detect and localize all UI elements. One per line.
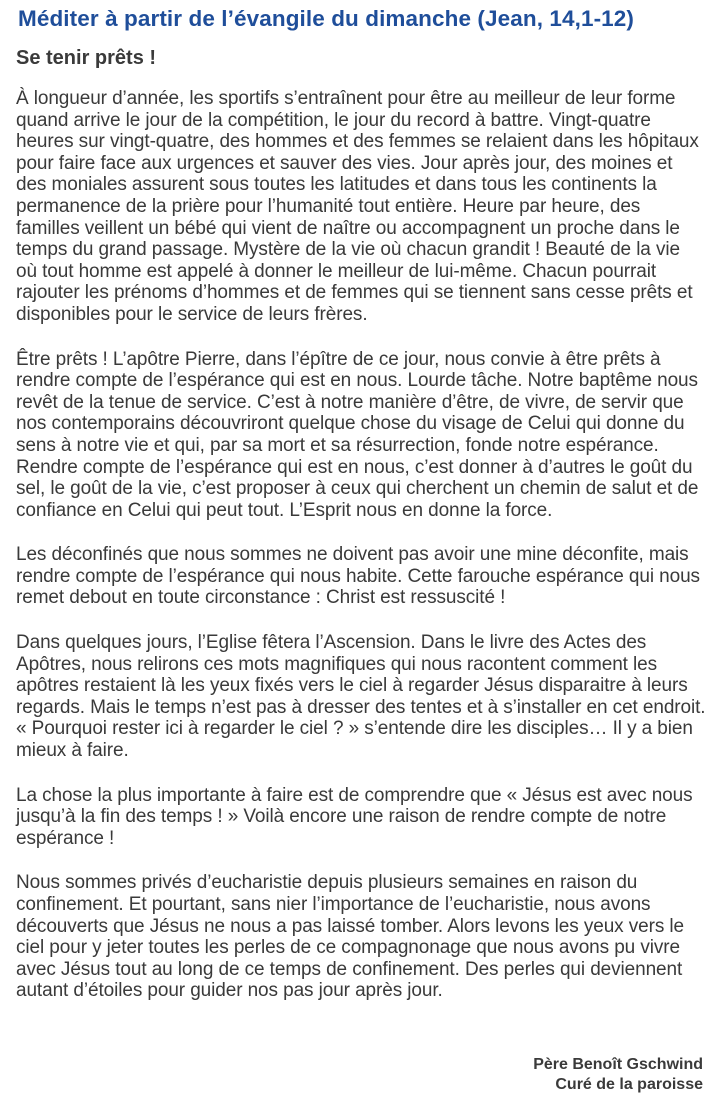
signature-block — [533, 1055, 703, 1094]
page-subtitle: Se tenir prêts ! — [16, 47, 157, 69]
paragraph-6: Nous sommes privés d’eucharistie depuis plusieurs semaines en raison du confinement. Et pourtant, sans nier l’importance de l’eucharistie, nous avons découverts que Jésus ne nous a pas laissé tomber. Alors levons les yeux vers le ciel pour y jeter toutes les perles de ce compagnonage que nous avons pu vivre avec Jésus tout au long de ce temps de confinement. Des perles qui deviennent autant d’étoiles pour guider nos pas jour après jour. — [16, 872, 685, 1002]
page-title: Méditer à partir de l’évangile du dimanche (Jean, 14,1-12) — [18, 6, 635, 31]
article-body — [16, 88, 706, 1025]
paragraph-5: La chose la plus importante à faire est de comprendre que « Jésus est avec nous jusqu’à la fin des temps ! » Voilà encore une raison de rendre compte de notre espérance ! — [16, 784, 693, 849]
paragraph-3: Les déconfinés que nous sommes ne doivent pas avoir une mine déconfite, mais rendre compte de l’espérance qui nous habite. Cette farouche espérance qui nous remet debout en toute circonstance : Christ est ressuscité ! — [16, 544, 700, 609]
paragraph-2: Être prêts ! L’apôtre Pierre, dans l’épître de ce jour, nous convie à être prêts à rendre compte de l’espérance qui est en nous. Lourde tâche. Notre baptême nous revêt de la tenue de service. C’est à notre manière d’être, de vivre, de servir que nos contemporains découvriront quelque chose du visage de Celui qui donne du sens à notre vie et qui, par sa mort et sa résurrection, fonde notre espérance. Rendre compte de l’espérance qui est en nous, c’est donner à d’autres le goût du sel, le goût de la vie, c’est proposer à ceux qui cherchent un chemin de salut et de confiance en Celui qui peut tout. L’Esprit nous en donne la force. — [16, 348, 699, 521]
signature-name: Père Benoît Gschwind — [533, 1056, 703, 1073]
paragraph-4: Dans quelques jours, l’Eglise fêtera l’Ascension. Dans le livre des Actes des Apôtres, nous relirons ces mots magnifiques qui nous racontent comment les apôtres restaient là les yeux fixés vers le ciel à regarder Jésus disparaitre à leurs regards. Mais le temps n’est pas à dresser des tentes et à s’installer en cet endroit. « Pourquoi rester ici à regarder le ciel ? » s’entende dire les disciples… Il y a bien mieux à faire. — [16, 632, 706, 762]
signature-role: Curé de la paroisse — [555, 1075, 703, 1093]
paragraph-1: À longueur d’année, les sportifs s’entraînent pour être au meilleur de leur forme quand arrive le jour de la compétition, le jour du record à battre. Vingt-quatre heures sur vingt-quatre, des hommes et des femmes se relaient dans les hôpitaux pour faire face aux urgences et sauver des vies. Jour après jour, des moines et des moniales assurent sous toutes les latitudes et dans tous les continents la permanence de la prière pour l’humanité tout entière. Heure par heure, des familles veillent un bébé qui vient de naître ou accompagnent un proche dans le temps du grand passage. Mystère de la vie où chacun grandit ! Beauté de la vie où tout homme est appelé à donner le meilleur de lui-même. Chacun pourrait rajouter les prénoms d’hommes et de femmes qui se tiennent sans cesse prêts et disponibles pour le service de leurs frères. — [16, 88, 699, 325]
